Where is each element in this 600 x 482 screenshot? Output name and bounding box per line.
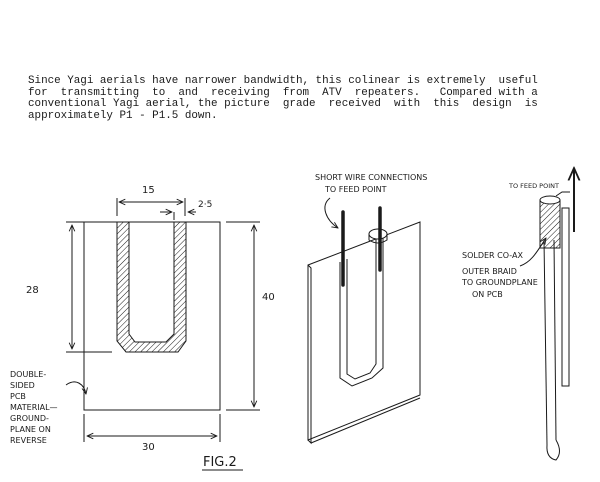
figure-caption: FIG.2 (203, 455, 237, 470)
svg-text:ON PCB: ON PCB (472, 290, 503, 299)
svg-text:PCB: PCB (10, 392, 26, 401)
dim-label-30: 30 (142, 442, 155, 453)
svg-text:SHORT WIRE CONNECTIONS: SHORT WIRE CONNECTIONS (315, 173, 428, 182)
dimension-width-top (117, 198, 185, 216)
svg-text:TO FEED POINT: TO FEED POINT (325, 185, 387, 194)
wire-pointer-arrow (325, 198, 338, 228)
svg-text:MATERIAL—: MATERIAL— (10, 403, 58, 412)
paragraph-line: conventional Yagi aerial, the picture grade received with this design is (28, 98, 538, 111)
dimension-width-bottom (84, 414, 220, 442)
pcb-board-outline (84, 222, 220, 410)
svg-text:REVERSE: REVERSE (10, 436, 47, 445)
svg-text:PLANE ON: PLANE ON (10, 425, 51, 434)
svg-text:TO GROUNDPLANE: TO GROUNDPLANE (462, 278, 538, 287)
paragraph-line: approximately P1 - P1.5 down. (28, 109, 218, 122)
dimension-height-right (226, 222, 260, 410)
svg-text:SOLDER CO-AX: SOLDER CO-AX (462, 251, 523, 260)
material-label (10, 370, 58, 445)
dimension-track (160, 212, 196, 220)
svg-text:GROUND-: GROUND- (10, 414, 49, 423)
dim-label-15: 15 (142, 185, 155, 196)
solder-label (461, 251, 538, 299)
paragraph-line: Since Yagi aerials have narrower bandwidth, this colinear is extremely useful (28, 75, 538, 87)
dim-label-28: 28 (26, 285, 39, 296)
material-pointer-arrow (66, 382, 86, 394)
dimension-height-left (66, 222, 112, 352)
dim-label-40: 40 (262, 292, 275, 303)
wire-label (315, 173, 427, 194)
svg-text:SIDED: SIDED (10, 381, 35, 390)
pcb-perspective-view (308, 222, 420, 443)
feed-point-label: TO FEED POINT (509, 182, 559, 190)
paragraph-line: for transmitting to and receiving from ATV repeaters. Compared with a (28, 86, 538, 99)
dim-label-track: 2·5 (198, 200, 213, 210)
svg-text:DOUBLE-: DOUBLE- (10, 370, 47, 379)
pcb-side-view (540, 192, 570, 460)
pcb-plan-view (84, 222, 220, 410)
u-track (117, 222, 186, 352)
svg-text:OUTER BRAID: OUTER BRAID (462, 267, 517, 276)
